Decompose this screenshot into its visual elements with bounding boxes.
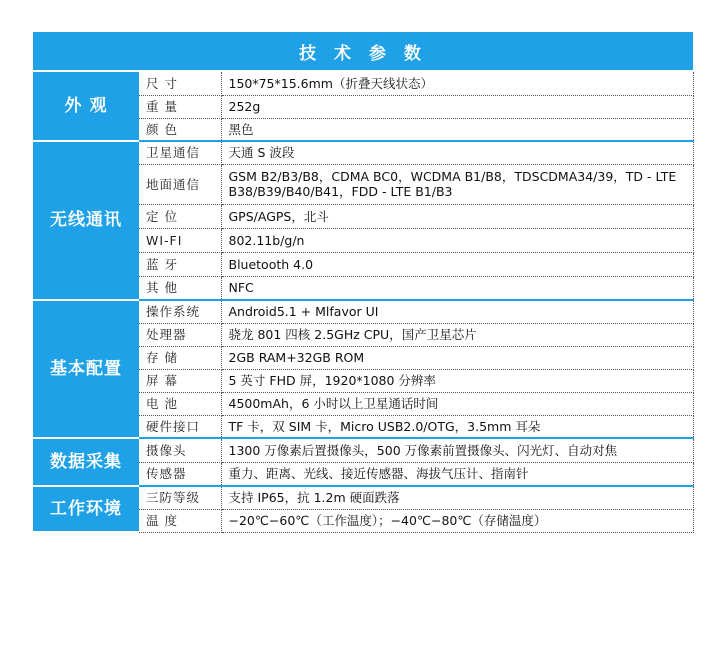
spec-title: 技 术 参 数 [33, 32, 693, 72]
spec-value: Bluetooth 4.0 [221, 252, 693, 276]
spec-value: 4500mAh，6 小时以上卫星通话时间 [221, 392, 693, 415]
spec-label: 颜 色 [139, 118, 221, 141]
spec-label: 尺 寸 [139, 72, 221, 95]
spec-label: 卫星通信 [139, 141, 221, 164]
spec-value: TF 卡，双 SIM 卡，Micro USB2.0/OTG，3.5mm 耳朵 [221, 415, 693, 438]
spec-label: 摄像头 [139, 438, 221, 462]
spec-label: 电 池 [139, 392, 221, 415]
spec-value: 1300 万像素后置摄像头，500 万像素前置摄像头、闪光灯、自动对焦 [221, 438, 693, 462]
spec-value: 黑色 [221, 118, 693, 141]
spec-value: GPS/AGPS，北斗 [221, 204, 693, 228]
spec-label: 定 位 [139, 204, 221, 228]
category-label: 数据采集 [33, 438, 139, 486]
spec-value: GSM B2/B3/B8，CDMA BC0，WCDMA B1/B8，TDSCDMA34/39，TD - LTE B38/B39/B40/B41，FDD - LTE B1/B3 [221, 164, 693, 204]
spec-label: WI-FI [139, 228, 221, 252]
spec-value: 252g [221, 95, 693, 118]
spec-label: 重 量 [139, 95, 221, 118]
spec-table [33, 72, 694, 533]
spec-label: 传感器 [139, 462, 221, 486]
spec-label: 硬件接口 [139, 415, 221, 438]
spec-value: 支持 IP65，抗 1.2m 硬面跌落 [221, 486, 693, 509]
spec-label: 地面通信 [139, 164, 221, 204]
category-label: 无线通讯 [33, 141, 139, 300]
spec-value: −20℃−60℃（工作温度）；−40℃−80℃（存储温度） [221, 509, 693, 532]
spec-row [33, 300, 693, 323]
spec-row [33, 141, 693, 164]
spec-label: 蓝 牙 [139, 252, 221, 276]
category-label: 基本配置 [33, 300, 139, 438]
spec-value: 天通 S 波段 [221, 141, 693, 164]
spec-value: 5 英寸 FHD 屏，1920*1080 分辨率 [221, 369, 693, 392]
spec-label: 操作系统 [139, 300, 221, 323]
spec-label: 温 度 [139, 509, 221, 532]
category-label: 外 观 [33, 72, 139, 141]
spec-value: 重力、距离、光线、接近传感器、海拔气压计、指南针 [221, 462, 693, 486]
spec-row [33, 438, 693, 462]
spec-label: 存 储 [139, 346, 221, 369]
spec-row [33, 72, 693, 95]
spec-label: 处理器 [139, 323, 221, 346]
spec-value: NFC [221, 276, 693, 300]
spec-value: 2GB RAM+32GB ROM [221, 346, 693, 369]
spec-row [33, 486, 693, 509]
spec-value: 150*75*15.6mm（折叠天线状态） [221, 72, 693, 95]
spec-label: 屏 幕 [139, 369, 221, 392]
spec-label: 三防等级 [139, 486, 221, 509]
spec-value: 骁龙 801 四核 2.5GHz CPU，国产卫星芯片 [221, 323, 693, 346]
spec-sheet [33, 32, 693, 533]
category-label: 工作环境 [33, 486, 139, 532]
spec-value: Android5.1 + Mlfavor UI [221, 300, 693, 323]
spec-label: 其 他 [139, 276, 221, 300]
spec-value: 802.11b/g/n [221, 228, 693, 252]
